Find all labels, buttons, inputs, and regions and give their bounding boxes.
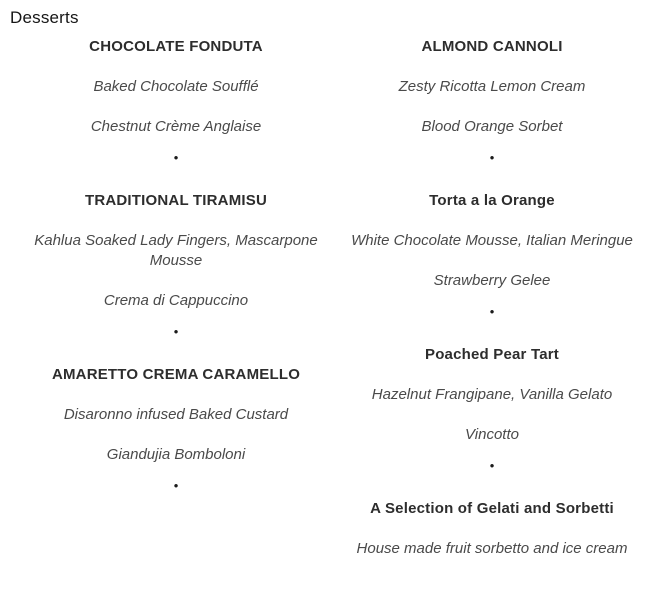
section-heading: ALMOND CANNOLI	[421, 38, 563, 55]
dessert-menu	[0, 37, 650, 579]
menu-section-poached-pear-tart	[334, 345, 650, 473]
section-divider-bullet: •	[489, 458, 495, 473]
section-divider-bullet: •	[173, 478, 179, 493]
section-divider-bullet: •	[489, 304, 495, 319]
menu-section-gelati-and-sorbetti	[334, 499, 650, 559]
menu-item: Vincotto	[465, 426, 519, 443]
menu-section-almond-cannoli	[334, 37, 650, 165]
menu-item: Disaronno infused Baked Custard	[63, 406, 289, 423]
section-heading: TRADITIONAL TIRAMISU	[84, 192, 268, 209]
menu-item: Zesty Ricotta Lemon Cream	[398, 78, 586, 95]
menu-item: Strawberry Gelee	[433, 272, 551, 289]
menu-section-torta-a-la-orange	[334, 191, 650, 319]
menu-column-left	[18, 37, 334, 579]
menu-item: Blood Orange Sorbet	[421, 118, 563, 135]
menu-section-traditional-tiramisu	[18, 191, 334, 339]
menu-item: Baked Chocolate Soufflé	[93, 78, 259, 95]
menu-item: White Chocolate Mousse, Italian Meringue	[351, 232, 633, 249]
menu-section-chocolate-fonduta	[18, 37, 334, 165]
section-divider-bullet: •	[173, 324, 179, 339]
section-divider-bullet: •	[489, 150, 495, 165]
menu-section-amaretto-crema-caramello	[18, 365, 334, 493]
section-heading: A Selection of Gelati and Sorbetti	[370, 500, 614, 517]
section-heading: AMARETTO CREMA CARAMELLO	[51, 366, 301, 383]
menu-item: House made fruit sorbetto and ice cream	[356, 540, 628, 557]
section-divider-bullet: •	[173, 150, 179, 165]
menu-item: Chestnut Crème Anglaise	[90, 118, 262, 135]
menu-item: Crema di Cappuccino	[103, 292, 249, 309]
section-heading: Torta a la Orange	[429, 192, 555, 209]
menu-item: Hazelnut Frangipane, Vanilla Gelato	[371, 386, 613, 403]
section-heading: Poached Pear Tart	[424, 346, 559, 363]
menu-item: Giandujia Bomboloni	[106, 446, 246, 463]
section-heading: CHOCOLATE FONDUTA	[89, 38, 263, 55]
page-title: Desserts	[10, 8, 79, 27]
menu-item: Kahlua Soaked Lady Fingers, Mascarpone Mousse	[34, 232, 318, 269]
menu-column-right	[334, 37, 650, 579]
